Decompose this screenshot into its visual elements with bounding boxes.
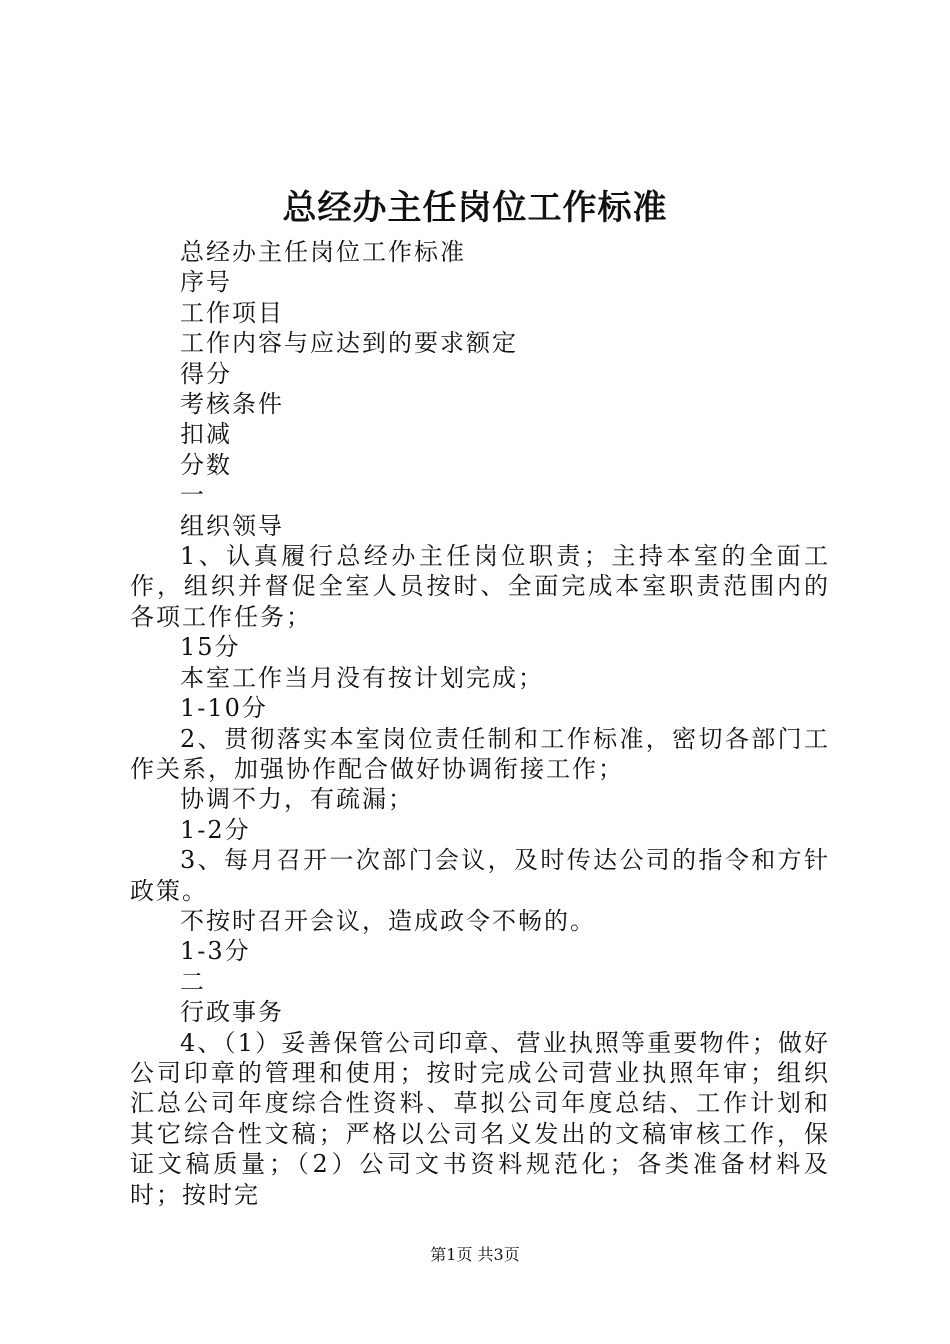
section-number-1: 一 bbox=[180, 481, 206, 510]
paragraph-score: 得分 bbox=[180, 359, 232, 388]
paragraph-doc-heading: 总经办主任岗位工作标准 bbox=[180, 238, 466, 266]
paragraph-points: 分数 bbox=[180, 450, 232, 479]
paragraph-deduction-1: 1-10分 bbox=[180, 694, 268, 723]
section-title-admin: 行政事务 bbox=[180, 998, 284, 1027]
paragraph-item-4: 4、（1）妥善保管公司印章、营业执照等重要物件；做好公司印章的管理和使用；按时完成公司营业执照年审；组织汇总公司年度综合性资料、草拟公司年度总结、工作计划和其它综合性文稿；严格以公司名义发出的文稿审核工作，保证文稿质量；（2）公司文书资料规范化；各类准备材料及时；按时完 bbox=[130, 1028, 830, 1209]
section-number-2: 二 bbox=[180, 967, 206, 996]
section-title-organization: 组织领导 bbox=[180, 511, 284, 540]
paragraph-deduction: 扣减 bbox=[180, 420, 232, 449]
paragraph-item-3: 3、每月召开一次部门会议，及时传达公司的指令和方针政策。 bbox=[130, 846, 830, 905]
paragraph-assessment-condition: 考核条件 bbox=[180, 390, 284, 419]
paragraph-item-1: 1、认真履行总经办主任岗位职责；主持本室的全面工作，组织并督促全室人员按时、全面完成本室职责范围内的各项工作任务； bbox=[130, 542, 830, 631]
paragraph-deduction-2: 1-2分 bbox=[180, 815, 251, 844]
paragraph-condition-1: 本室工作当月没有按计划完成； bbox=[180, 663, 544, 692]
paragraph-work-content: 工作内容与应达到的要求额定 bbox=[180, 329, 518, 358]
paragraph-item-2: 2、贯彻落实本室岗位责任制和工作标准，密切各部门工作关系，加强协作配合做好协调衔接工作； bbox=[130, 724, 830, 783]
page-footer: 第1页 共3页 bbox=[430, 1245, 520, 1264]
paragraph-condition-2: 协调不力，有疏漏； bbox=[180, 785, 414, 814]
document-body bbox=[130, 237, 830, 1210]
paragraph-score-1: 15分 bbox=[180, 633, 241, 662]
paragraph-serial-number: 序号 bbox=[180, 268, 232, 297]
paragraph-work-item: 工作项目 bbox=[180, 298, 284, 327]
paragraph-deduction-3: 1-3分 bbox=[180, 937, 251, 966]
page-title: 总经办主任岗位工作标准 bbox=[282, 188, 668, 228]
paragraph-condition-3: 不按时召开会议，造成政令不畅的。 bbox=[180, 906, 596, 935]
